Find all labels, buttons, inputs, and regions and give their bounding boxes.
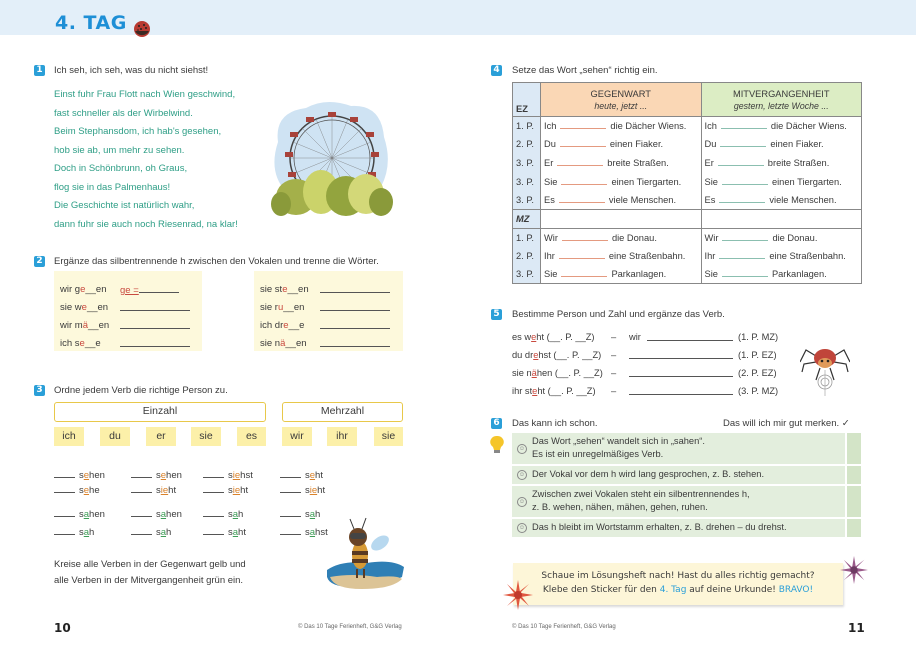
task4-instruction: Setze das Wort „sehen“ richtig ein. — [512, 65, 658, 76]
verb-item[interactable]: seht — [280, 470, 323, 481]
person-label: 1. P. — [513, 117, 541, 136]
past-subtitle: gestern, letzte Woche ... — [733, 100, 829, 111]
answer-field[interactable] — [629, 386, 733, 395]
self-check-list — [512, 433, 861, 539]
page-title: 4. TAG — [55, 12, 127, 34]
word-item: ich dre__e — [260, 320, 305, 331]
word-item: sie ste__en — [260, 284, 309, 295]
pronoun-chip[interactable]: sie — [191, 427, 221, 446]
verb-item[interactable]: sehen — [131, 470, 182, 481]
task1-instruction: Ich seh, ich seh, was du nicht siehst! — [54, 65, 209, 76]
person-label: 3. P. — [513, 191, 541, 210]
banner-line: Schaue im Lösungsheft nach! Hast du alles richtig gemacht? — [541, 571, 815, 581]
present-subtitle: heute, jetzt ... — [594, 100, 648, 111]
self-check-item — [512, 486, 861, 517]
smiley-icon[interactable]: ☺ — [518, 472, 526, 478]
checkmark-icon: ✓ — [841, 418, 850, 429]
verb-item[interactable]: sah — [54, 527, 94, 538]
past-cell[interactable]: Sie Parkanlagen. — [701, 265, 862, 284]
past-cell[interactable]: Er breite Straßen. — [701, 154, 862, 173]
self-check-item — [512, 519, 861, 537]
present-cell[interactable]: Wir die Donau. — [541, 228, 702, 247]
pronoun-chip[interactable]: es — [237, 427, 266, 446]
poem-line: Beim Stephansdom, ich hab's gesehen, — [54, 126, 222, 137]
exercise-row: ihr steht (__. P. __Z) – (3. P. MZ) — [512, 386, 779, 396]
ferris-wheel-illustration — [266, 92, 396, 222]
task-number-1: 1 — [34, 65, 45, 76]
task-number-2: 2 — [34, 256, 45, 267]
past-header — [701, 83, 862, 117]
task2-instruction: Ergänze das silbentrennende h zwischen den Vokalen und trenne die Wörter. — [54, 256, 379, 267]
copyright-right: © Das 10 Tage Ferienheft, G&G Verlag — [512, 624, 616, 630]
answer-field[interactable] — [320, 320, 390, 332]
verb-item[interactable]: siehst — [203, 470, 253, 481]
past-cell[interactable]: Du einen Fiaker. — [701, 135, 862, 154]
table-row — [513, 117, 862, 136]
pronoun-chip[interactable]: er — [146, 427, 176, 446]
check-box[interactable] — [845, 466, 861, 484]
item-line: Es ist ein unregelmäßiges Verb. — [532, 448, 664, 459]
page-number-right: 11 — [848, 621, 865, 635]
present-cell[interactable]: Du einen Fiaker. — [541, 135, 702, 154]
note-line: alle Verben in der Mitvergangenheit grün ein. — [54, 574, 244, 586]
smiley-icon[interactable]: ☺ — [518, 498, 526, 505]
table-row — [513, 228, 862, 247]
check-box[interactable] — [845, 519, 861, 537]
self-check-item — [512, 433, 861, 464]
verb-item[interactable]: sah — [280, 509, 320, 520]
person-label: 3. P. — [513, 154, 541, 173]
poem-line: hob sie ab, um mehr zu sehen. — [54, 144, 185, 156]
lightbulb-icon — [490, 435, 504, 455]
empty-cell — [541, 209, 702, 228]
can-do-heading: Das kann ich schon. — [512, 418, 598, 429]
item-line: Der Vokal vor dem h wird lang gesprochen, z. B. stehen. — [532, 469, 765, 479]
verb-item[interactable]: saht — [203, 527, 246, 538]
answer-field[interactable] — [629, 350, 733, 359]
present-cell[interactable]: Er breite Straßen. — [541, 154, 702, 173]
past-title: MITVERGANGENHEIT — [732, 88, 830, 99]
answer-field[interactable]: ge = — [120, 284, 179, 296]
ladybug-icon — [132, 18, 152, 38]
item-line: Das Wort „sehen“ wandelt sich in „sahen“. — [532, 436, 705, 446]
answer-field[interactable] — [120, 302, 190, 314]
purple-flower-icon — [840, 556, 868, 584]
task-number-4: 4 — [491, 65, 502, 76]
mz-label: MZ — [513, 209, 541, 228]
verb-item[interactable]: sah — [131, 527, 171, 538]
verb-item[interactable]: sah — [203, 509, 243, 520]
exercise-row: du drehst (__. P. __Z) – (1. P. EZ) — [512, 350, 777, 360]
present-cell[interactable]: Ich die Dächer Wiens. — [541, 117, 702, 136]
answer-field[interactable] — [629, 368, 733, 377]
word-item: ich se__e — [60, 338, 101, 349]
present-title: GEGENWART — [590, 88, 651, 99]
self-check-item — [512, 466, 861, 484]
past-cell[interactable]: Sie einen Tiergarten. — [701, 172, 862, 191]
table-row — [513, 172, 862, 191]
bee-illustration — [322, 515, 407, 590]
check-box[interactable] — [845, 486, 861, 517]
verb-item[interactable]: sehen — [54, 470, 105, 481]
spider-illustration — [800, 340, 850, 398]
poem-line: fast schneller als der Wirbelwind. — [54, 107, 193, 119]
task3-note — [54, 557, 246, 588]
item-line: Das h bleibt im Wortstamm erhalten, z. B. drehen – du drehst. — [532, 522, 787, 532]
task-number-6: 6 — [491, 418, 502, 429]
poem — [54, 86, 238, 234]
smiley-icon[interactable]: ☺ — [518, 525, 526, 531]
singular-header: Einzahl — [54, 402, 266, 422]
past-cell[interactable]: Ihr eine Straßenbahn. — [701, 247, 862, 266]
past-cell[interactable]: Ich die Dächer Wiens. — [701, 117, 862, 136]
present-cell[interactable]: Sie einen Tiergarten. — [541, 172, 702, 191]
red-flower-icon — [503, 580, 533, 610]
conjugation-table — [512, 82, 862, 284]
person-label: 1. P. — [513, 228, 541, 247]
item-line: Zwischen zwei Vokalen steht ein silbentrennendes h, — [532, 489, 750, 499]
present-header — [541, 83, 702, 117]
word-item: wir ge__en — [60, 284, 107, 295]
table-row — [513, 265, 862, 284]
table-row — [513, 247, 862, 266]
poem-line: Doch in Schönbrunn, oh Graus, — [54, 163, 188, 174]
pronoun-chip[interactable]: ich — [54, 427, 84, 446]
pronoun-chip[interactable]: du — [100, 427, 130, 446]
table-row — [513, 154, 862, 173]
task-number-3: 3 — [34, 385, 45, 396]
past-cell[interactable]: Wir die Donau. — [701, 228, 862, 247]
word-item: wir mä__en — [60, 320, 110, 331]
note-line: Kreise alle Verben in der Gegenwart gelb und — [54, 559, 246, 570]
page-number-left: 10 — [54, 621, 71, 635]
person-label: 3. P. — [513, 265, 541, 284]
answer-field[interactable] — [120, 320, 190, 332]
poem-line: dann fuhr sie auch noch Riesenrad, na klar! — [54, 218, 238, 230]
smiley-icon[interactable]: ☺ — [518, 445, 526, 452]
verb-item[interactable]: sahen — [54, 509, 105, 520]
person-label: 2. P. — [513, 135, 541, 154]
mz-header-row — [513, 209, 862, 228]
past-cell[interactable]: Es viele Menschen. — [701, 191, 862, 210]
ez-label: EZ — [513, 83, 541, 117]
present-cell[interactable]: Ihr eine Straßenbahn. — [541, 247, 702, 266]
poem-line: flog sie in das Palmenhaus! — [54, 181, 171, 193]
answer-field[interactable] — [320, 284, 390, 296]
task-number-5: 5 — [491, 309, 502, 320]
pronoun-chip[interactable]: sie — [374, 427, 403, 446]
verb-item[interactable]: sieht — [203, 485, 248, 496]
poem-line: Einst fuhr Frau Flott nach Wien geschwind, — [54, 89, 236, 100]
present-cell[interactable]: Es viele Menschen. — [541, 191, 702, 210]
word-item: sie nä__en — [260, 338, 307, 349]
verb-item[interactable]: sieht — [280, 485, 325, 496]
person-label: 2. P. — [513, 247, 541, 266]
answer-field[interactable] — [647, 332, 733, 341]
reward-banner — [513, 563, 843, 605]
poem-line: Die Geschichte ist natürlich wahr, — [54, 200, 195, 211]
verb-item[interactable]: sahen — [131, 509, 182, 520]
task3-instruction: Ordne jedem Verb die richtige Person zu. — [54, 385, 228, 396]
banner-line: Klebe den Sticker für den 4. Tag auf deine Urkunde! BRAVO! — [542, 585, 814, 595]
remember-heading: Das will ich mir gut merken. ✓ — [723, 418, 850, 429]
pronoun-chip[interactable]: wir — [282, 427, 312, 446]
item-line: z. B. wehen, nähen, mähen, gehen, ruhen. — [532, 501, 708, 512]
plural-header: Mehrzahl — [282, 402, 403, 422]
answer-field[interactable] — [120, 338, 190, 350]
word-item: sie ru__en — [260, 302, 305, 313]
exercise-row: es weht (__. P. __Z) – wir (1. P. MZ) — [512, 332, 779, 342]
verb-item[interactable]: sieht — [131, 485, 176, 496]
answer-field[interactable] — [320, 338, 390, 350]
table-row — [513, 191, 862, 210]
empty-cell — [701, 209, 862, 228]
present-cell[interactable]: Sie Parkanlagen. — [541, 265, 702, 284]
exercise-row: sie nähen (__. P. __Z) – (2. P. EZ) — [512, 368, 777, 378]
table-row — [513, 135, 862, 154]
person-label: 3. P. — [513, 172, 541, 191]
pronoun-chip[interactable]: ihr — [327, 427, 357, 446]
verb-item[interactable]: sehe — [54, 485, 100, 496]
check-box[interactable] — [845, 433, 861, 464]
answer-field[interactable] — [320, 302, 390, 314]
word-item: sie we__en — [60, 302, 109, 313]
copyright-left: © Das 10 Tage Ferienheft, G&G Verlag — [298, 624, 402, 630]
task5-instruction: Bestimme Person und Zahl und ergänze das Verb. — [512, 309, 725, 320]
table-header-row — [513, 83, 862, 117]
verb-item[interactable]: sahst — [280, 527, 328, 538]
